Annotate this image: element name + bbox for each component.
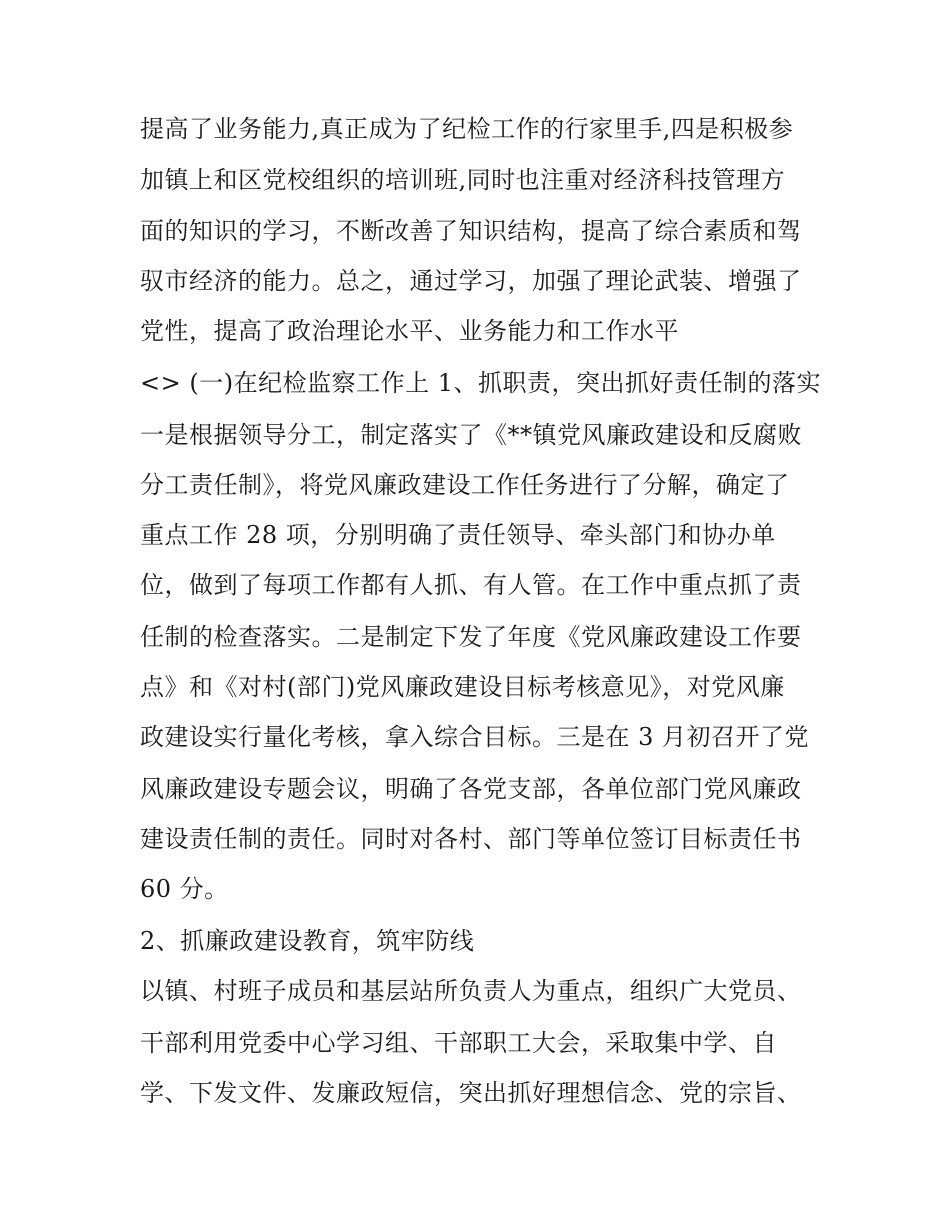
text-line: 面的知识的学习，不断改善了知识结构，提高了综合素质和驾 [140, 217, 802, 245]
text-line: 党性，提高了政治理论水平、业务能力和工作水平 [140, 317, 679, 345]
text-line: 政建设实行量化考核，拿入综合目标。三是在 3 月初召开了党 [140, 723, 810, 751]
text-line: 建设责任制的责任。同时对各村、部门等单位签订目标责任书 [140, 825, 802, 853]
text-line: 驭市经济的能力。总之，通过学习，加强了理论武装、增强了 [140, 267, 802, 295]
text-line: 位，做到了每项工作都有人抓、有人管。在工作中重点抓了责 [140, 571, 802, 599]
text-line: 学、下发文件、发廉政短信，突出抓好理想信念、党的宗旨、 [140, 1079, 802, 1107]
text-line: 加镇上和区党校组织的培训班,同时也注重对经济科技管理方 [140, 166, 786, 194]
text-line: 干部利用党委中心学习组、干部职工大会，采取集中学、自 [140, 1029, 777, 1057]
text-line: 一是根据领导分工，制定落实了《**镇党风廉政建设和反腐败 [140, 421, 802, 449]
text-line: 分工责任制》，将党风廉政建设工作任务进行了分解，确定了 [140, 471, 790, 499]
text-line: 以镇、村班子成员和基层站所负责人为重点，组织广大党员、 [140, 977, 802, 1005]
text-line: 点》和《对村(部门)党风廉政建设目标考核意见》，对党风廉 [140, 673, 785, 701]
text-line: 重点工作 28 项，分别明确了责任领导、牵头部门和协办单 [140, 521, 776, 549]
section-heading: 2、抓廉政建设教育，筑牢防线 [140, 927, 475, 955]
text-line: 60 分。 [140, 875, 229, 903]
text-line: 风廉政建设专题会议，明确了各党支部，各单位部门党风廉政 [140, 775, 802, 803]
text-line: <> (一)在纪检监察工作上 1、抓职责，突出抓好责任制的落实 [140, 369, 821, 397]
text-line: 提高了业务能力,真正成为了纪检工作的行家里手,四是积极参 [140, 115, 794, 143]
text-line: 任制的检查落实。二是制定下发了年度《党风廉政建设工作要 [140, 623, 802, 651]
